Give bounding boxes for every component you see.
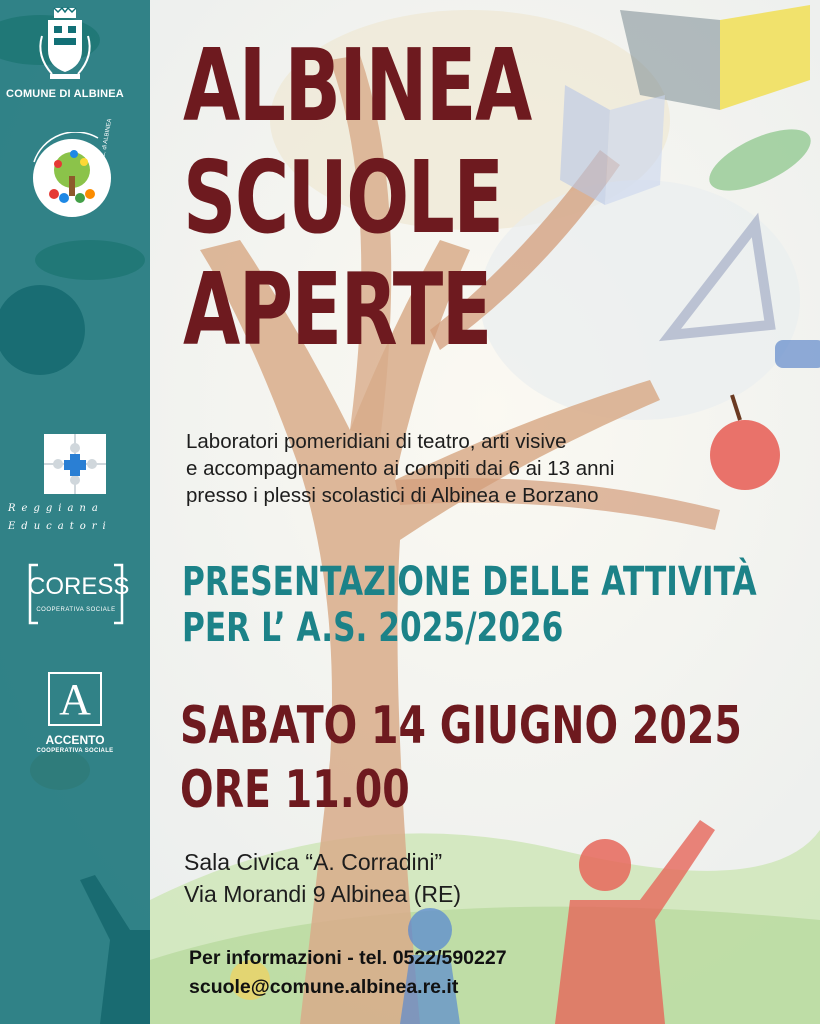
venue-name: Sala Civica “A. Corradini” — [184, 849, 443, 875]
accento-name: ACCENTO — [45, 733, 105, 747]
presentation-heading — [182, 559, 757, 651]
description-line-2: e accompagnamento ai compiti dai 6 ai 13 anni — [186, 457, 615, 480]
accento-logo-mark — [48, 672, 102, 726]
event-datetime — [180, 694, 742, 822]
accento-subtitle: COOPERATIVA SOCIALE — [36, 748, 114, 754]
contact-email[interactable]: scuole@comune.albinea.re.it — [189, 976, 459, 998]
title-line-1: ALBINEA — [183, 27, 531, 144]
reggiana-educatori-label: Reggiana Educatori — [8, 503, 112, 532]
comune-label: COMUNE DI ALBINEA — [6, 88, 124, 100]
description-line-3: presso i plessi scolastici di Albinea e Borzano — [186, 484, 599, 507]
contact-info — [189, 944, 507, 1002]
title-line-3: APERTE — [183, 251, 491, 368]
sidebar-band — [0, 0, 150, 1024]
venue-address: Via Morandi 9 Albinea (RE) — [184, 881, 461, 907]
ic-albinea-label: I.C. di ALBINEA — [100, 118, 114, 162]
event-time: ORE 11.00 — [180, 760, 410, 820]
description — [186, 428, 806, 509]
coress-logo — [28, 563, 130, 625]
venue — [184, 846, 461, 910]
presentation-line-2: PER L’ A.S. 2025/2026 — [182, 605, 564, 651]
comune-crest-icon — [32, 6, 98, 84]
title-line-2: SCUOLE — [183, 139, 503, 256]
page-title — [183, 27, 531, 368]
ic-albinea-logo — [28, 132, 124, 224]
puzzle-logo-icon — [40, 430, 110, 498]
accento-mark-letter: A — [59, 675, 91, 724]
coress-subtitle: COOPERATIVA SOCIALE — [36, 607, 116, 613]
presentation-line-1: PRESENTAZIONE DELLE ATTIVITÀ — [182, 559, 757, 605]
description-line-1: Laboratori pomeridiani di teatro, arti visive — [186, 430, 567, 453]
coress-name: CORESS — [28, 573, 130, 600]
contact-phone: Per informazioni - tel. 0522/590227 — [189, 947, 507, 969]
event-date: SABATO 14 GIUGNO 2025 — [180, 696, 742, 756]
